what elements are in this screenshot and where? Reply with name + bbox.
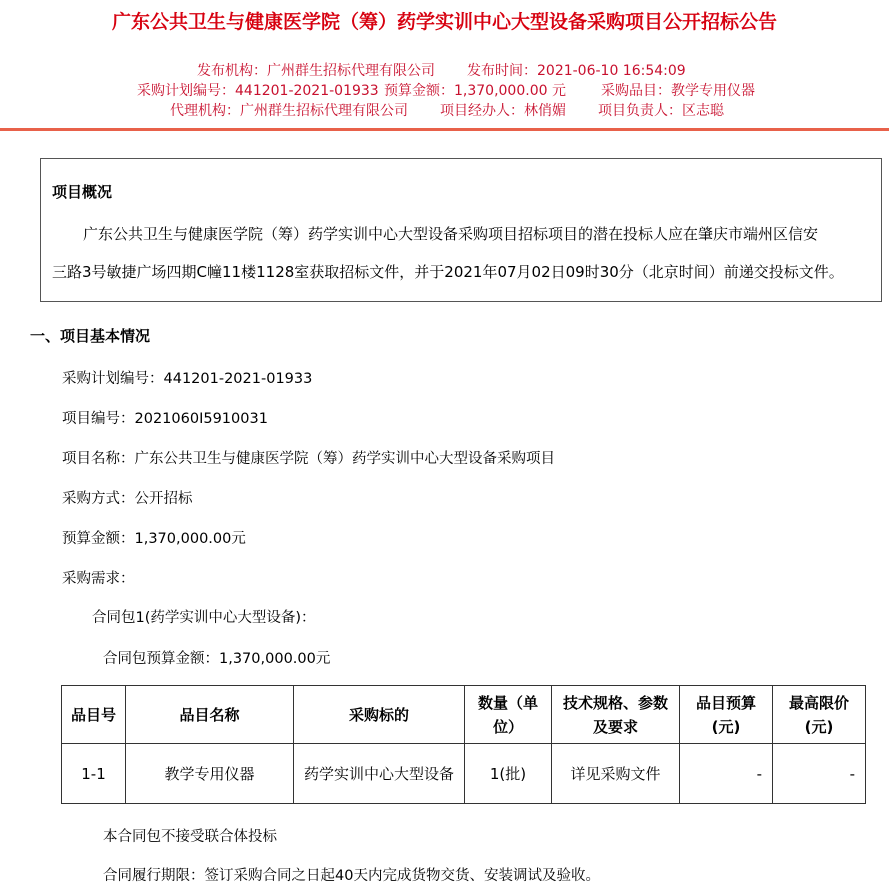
no-consortium-row: 本合同包不接受联合体投标 <box>103 829 277 845</box>
publisher-label: 发布机构： <box>197 63 267 79</box>
overview-heading: 项目概况 <box>52 183 113 201</box>
plan-no-value: 441201-2021-01933 <box>235 83 379 99</box>
header-quantity: 数量（单位） <box>465 686 552 744</box>
overview-line-2: 三路3号敏捷广场四期C幢11楼1128室获取招标文件，并于2021年07月02日09时30分（北京时间）前递交投标文件。 <box>52 263 844 281</box>
cell-target: 药学实训中心大型设备 <box>294 744 465 804</box>
publisher-value: 广州群生招标代理有限公司 <box>267 63 435 79</box>
item-meta <box>601 80 755 100</box>
item-value: 教学专用仪器 <box>671 83 755 99</box>
leader-value: 区志聪 <box>682 103 724 119</box>
header-spec: 技术规格、参数及要求 <box>552 686 680 744</box>
header-max-price: 最高限价(元) <box>773 686 866 744</box>
section-heading: 一、项目基本情况 <box>30 327 151 345</box>
budget-label: 预算金额： <box>384 83 454 99</box>
publish-time-value: 2021-06-10 16:54:09 <box>537 63 686 79</box>
header-divider <box>0 128 889 131</box>
budget-value: 1,370,000.00 元 <box>454 83 566 99</box>
item-label: 采购品目： <box>601 83 671 99</box>
manager-meta <box>440 100 566 120</box>
budget-row: 预算金额：1,370,000.00元 <box>62 531 246 547</box>
method-row: 采购方式：公开招标 <box>62 491 193 507</box>
overview-line-1: 广东公共卫生与健康医学院（筹）药学实训中心大型设备采购项目招标项目的潜在投标人应在肇庆市端州区信安 <box>83 225 819 243</box>
plan-no-meta <box>137 80 379 100</box>
leader-label: 项目负责人： <box>598 103 682 119</box>
agent-label: 代理机构： <box>170 103 240 119</box>
cell-quantity: 1(批) <box>465 744 552 804</box>
manager-value: 林俏媚 <box>524 103 566 119</box>
project-no-row: 项目编号：2021060I5910031 <box>62 411 268 427</box>
demand-row: 采购需求： <box>62 571 135 587</box>
agent-meta <box>170 100 408 120</box>
table-header-row <box>62 686 866 744</box>
cell-item-budget: - <box>680 744 773 804</box>
agent-value: 广州群生招标代理有限公司 <box>240 103 408 119</box>
overview-box <box>40 158 882 302</box>
plan-no-label: 采购计划编号： <box>137 83 235 99</box>
header-item-name: 品目名称 <box>126 686 294 744</box>
project-name-row: 项目名称：广东公共卫生与健康医学院（筹）药学实训中心大型设备采购项目 <box>62 451 555 467</box>
plan-no-row: 采购计划编号：441201-2021-01933 <box>62 371 313 387</box>
package-budget-row: 合同包预算金额：1,370,000.00元 <box>103 651 331 667</box>
items-table <box>61 685 866 804</box>
cell-max-price: - <box>773 744 866 804</box>
page-title: 广东公共卫生与健康医学院（筹）药学实训中心大型设备采购项目公开招标公告 <box>111 11 777 33</box>
publisher-meta <box>197 60 435 80</box>
cell-item-no: 1-1 <box>62 744 126 804</box>
manager-label: 项目经办人： <box>440 103 524 119</box>
budget-meta <box>384 80 566 100</box>
table-row <box>62 744 866 804</box>
header-item-no: 品目号 <box>62 686 126 744</box>
package-row: 合同包1(药学实训中心大型设备)： <box>92 610 316 626</box>
leader-meta <box>598 100 724 120</box>
publish-time-label: 发布时间： <box>467 63 537 79</box>
header-target: 采购标的 <box>294 686 465 744</box>
period-row: 合同履行期限：签订采购合同之日起40天内完成货物交货、安装调试及验收。 <box>103 868 600 884</box>
cell-spec: 详见采购文件 <box>552 744 680 804</box>
publish-time-meta <box>467 60 686 80</box>
cell-item-name: 教学专用仪器 <box>126 744 294 804</box>
header-item-budget: 品目预算(元) <box>680 686 773 744</box>
